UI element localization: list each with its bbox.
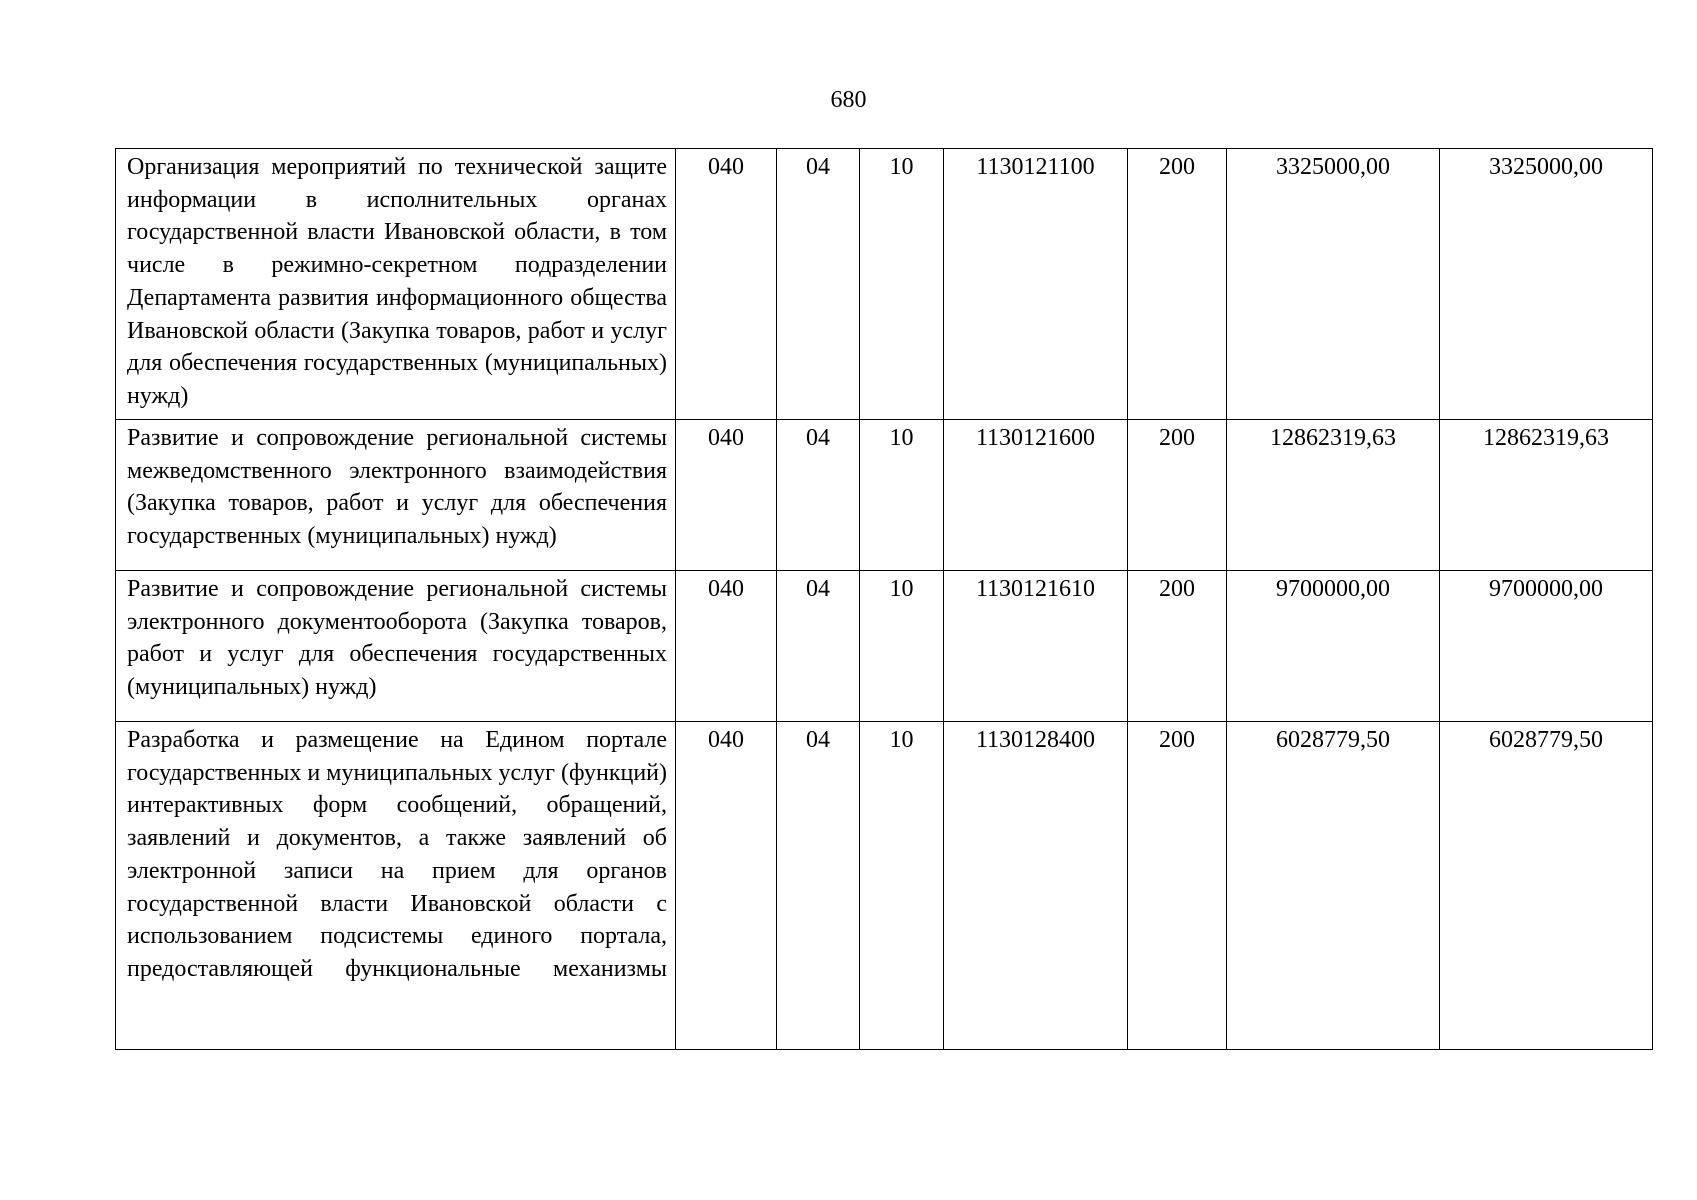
section-code: 04 (777, 722, 860, 1050)
ved-code: 040 (676, 722, 777, 1050)
page-number: 680 (830, 87, 867, 113)
target-article-code: 1130121600 (944, 420, 1128, 571)
row-description: Разработка и размещение на Едином портале государственных и муниципальных услуг (функций) интерактивных форм сообщений, обращений, заявлений и документов, а также заявлений об электронной записи на прием для органов государственной власти Ивановской области с использованием подсистемы единого портала, предоставляющей функциональные механизмы (116, 722, 676, 1050)
subsection-code: 10 (860, 420, 944, 571)
amount-year-1: 9700000,00 (1227, 571, 1440, 722)
amount-year-2: 3325000,00 (1440, 149, 1653, 420)
target-article-code: 1130128400 (944, 722, 1128, 1050)
amount-year-2: 6028779,50 (1440, 722, 1653, 1050)
target-article-code: 1130121610 (944, 571, 1128, 722)
table-row (116, 722, 1653, 1050)
subsection-code: 10 (860, 722, 944, 1050)
subsection-code: 10 (860, 149, 944, 420)
expense-type-code: 200 (1128, 722, 1227, 1050)
amount-year-1: 12862319,63 (1227, 420, 1440, 571)
section-code: 04 (777, 149, 860, 420)
row-description: Развитие и сопровождение региональной системы межведомственного электронного взаимодействия (Закупка товаров, работ и услуг для обеспечения государственных (муниципальных) нужд) (116, 420, 676, 571)
amount-year-2: 12862319,63 (1440, 420, 1653, 571)
expense-type-code: 200 (1128, 149, 1227, 420)
subsection-code: 10 (860, 571, 944, 722)
amount-year-1: 6028779,50 (1227, 722, 1440, 1050)
table-row (116, 420, 1653, 571)
section-code: 04 (777, 571, 860, 722)
section-code: 04 (777, 420, 860, 571)
target-article-code: 1130121100 (944, 149, 1128, 420)
amount-year-1: 3325000,00 (1227, 149, 1440, 420)
expense-type-code: 200 (1128, 571, 1227, 722)
ved-code: 040 (676, 149, 777, 420)
table-row (116, 571, 1653, 722)
row-description: Организация мероприятий по технической защите информации в исполнительных органах государственной власти Ивановской области, в том числе в режимно-секретном подразделении Департамента развития информационного общества Ивановской области (Закупка товаров, работ и услуг для обеспечения государственных (муниципальных) нужд) (116, 149, 676, 420)
row-description: Развитие и сопровождение региональной системы электронного документооборота (Закупка товаров, работ и услуг для обеспечения государственных (муниципальных) нужд) (116, 571, 676, 722)
ved-code: 040 (676, 571, 777, 722)
amount-year-2: 9700000,00 (1440, 571, 1653, 722)
table-row (116, 149, 1653, 420)
ved-code: 040 (676, 420, 777, 571)
expense-type-code: 200 (1128, 420, 1227, 571)
budget-table (115, 148, 1653, 1050)
